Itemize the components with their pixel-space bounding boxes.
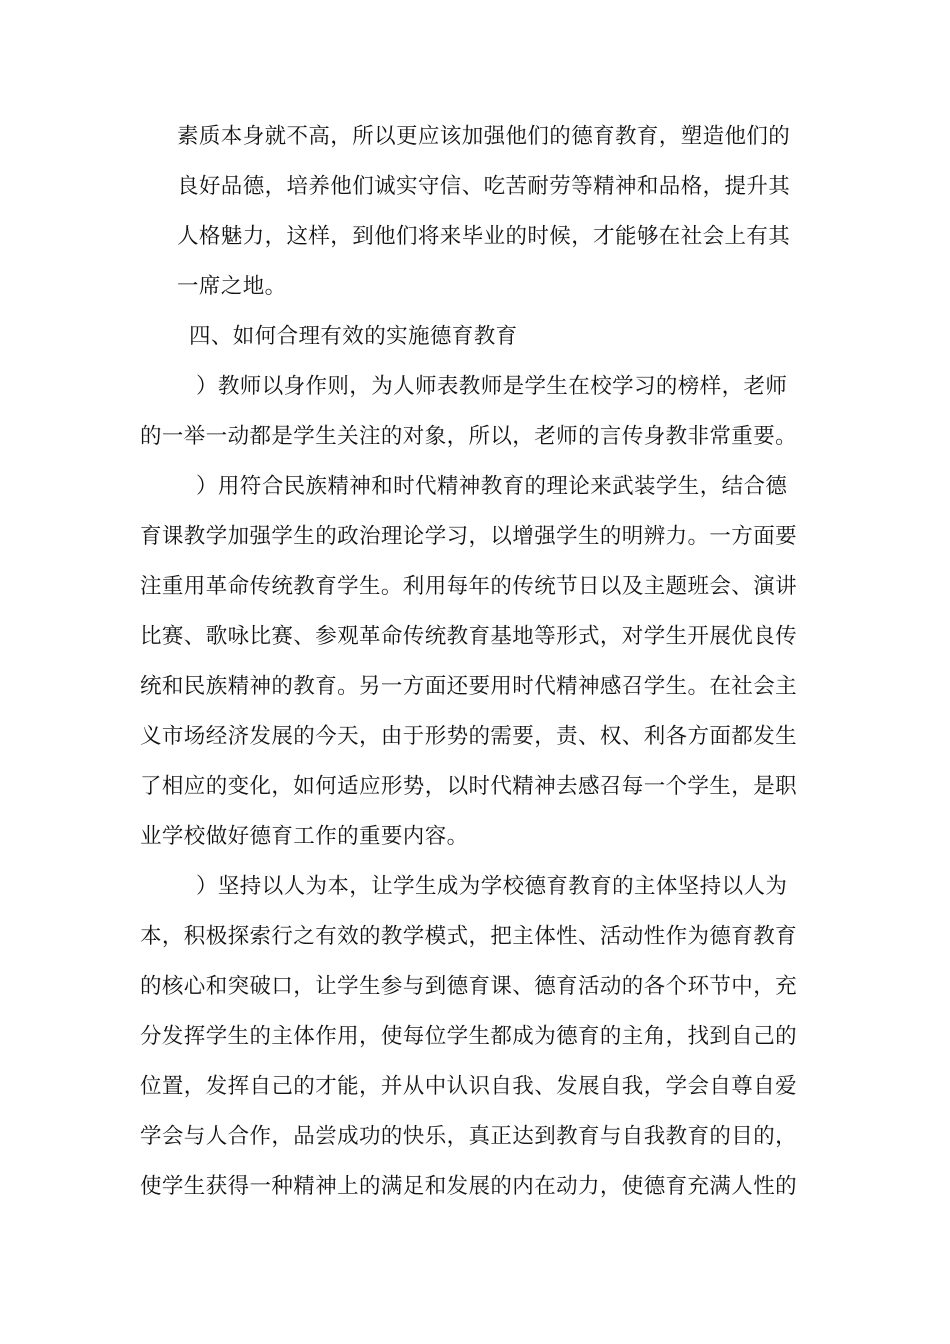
- paragraph-line-21: 学会与人合作，品尝成功的快乐，真正达到教育与自我教育的目的，: [140, 1124, 798, 1149]
- paragraph-line-20: 位置，发挥自己的才能，并从中认识自我、发展自我，学会自尊自爱: [140, 1074, 798, 1099]
- paragraph-line-7: 的一举一动都是学生关注的对象，所以，老师的言传身教非常重要。: [140, 424, 798, 449]
- paragraph-line-18: 的核心和突破口，让学生参与到德育课、德育活动的各个环节中，充: [140, 974, 798, 999]
- paragraph-line-6: ）教师以身作则，为人师表教师是学生在校学习的榜样，老师: [196, 374, 788, 399]
- paragraph-line-17: 本，积极探索行之有效的教学模式，把主体性、活动性作为德育教育: [140, 924, 798, 949]
- section-heading: 四、如何合理有效的实施德育教育: [189, 324, 518, 349]
- paragraph-line-9: 育课教学加强学生的政治理论学习，以增强学生的明辨力。一方面要: [140, 524, 798, 549]
- paragraph-line-10: 注重用革命传统教育学生。利用每年的传统节日以及主题班会、演讲: [140, 574, 798, 599]
- paragraph-line-22: 使学生获得一种精神上的满足和发展的内在动力，使德育充满人性的: [140, 1174, 798, 1199]
- paragraph-line-11: 比赛、歌咏比赛、参观革命传统教育基地等形式，对学生开展优良传: [140, 624, 798, 649]
- paragraph-line-1: 素质本身就不高，所以更应该加强他们的德育教育，塑造他们的: [177, 124, 791, 149]
- paragraph-line-13: 义市场经济发展的今天，由于形势的需要，责、权、利各方面都发生: [140, 724, 798, 749]
- paragraph-line-16: ）坚持以人为本，让学生成为学校德育教育的主体坚持以人为: [196, 874, 788, 899]
- paragraph-line-3: 人格魅力，这样，到他们将来毕业的时候，才能够在社会上有其: [177, 224, 791, 249]
- paragraph-line-14: 了相应的变化，如何适应形势，以时代精神去感召每一个学生，是职: [140, 774, 798, 799]
- paragraph-line-8: ）用符合民族精神和时代精神教育的理论来武装学生，结合德: [196, 474, 788, 499]
- paragraph-line-12: 统和民族精神的教育。另一方面还要用时代精神感召学生。在社会主: [140, 674, 798, 699]
- paragraph-line-15: 业学校做好德育工作的重要内容。: [140, 824, 469, 849]
- paragraph-line-2: 良好品德，培养他们诚实守信、吃苦耐劳等精神和品格，提升其: [177, 174, 791, 199]
- paragraph-line-19: 分发挥学生的主体作用，使每位学生都成为德育的主角，找到自己的: [140, 1024, 798, 1049]
- paragraph-line-4: 一席之地。: [177, 274, 287, 299]
